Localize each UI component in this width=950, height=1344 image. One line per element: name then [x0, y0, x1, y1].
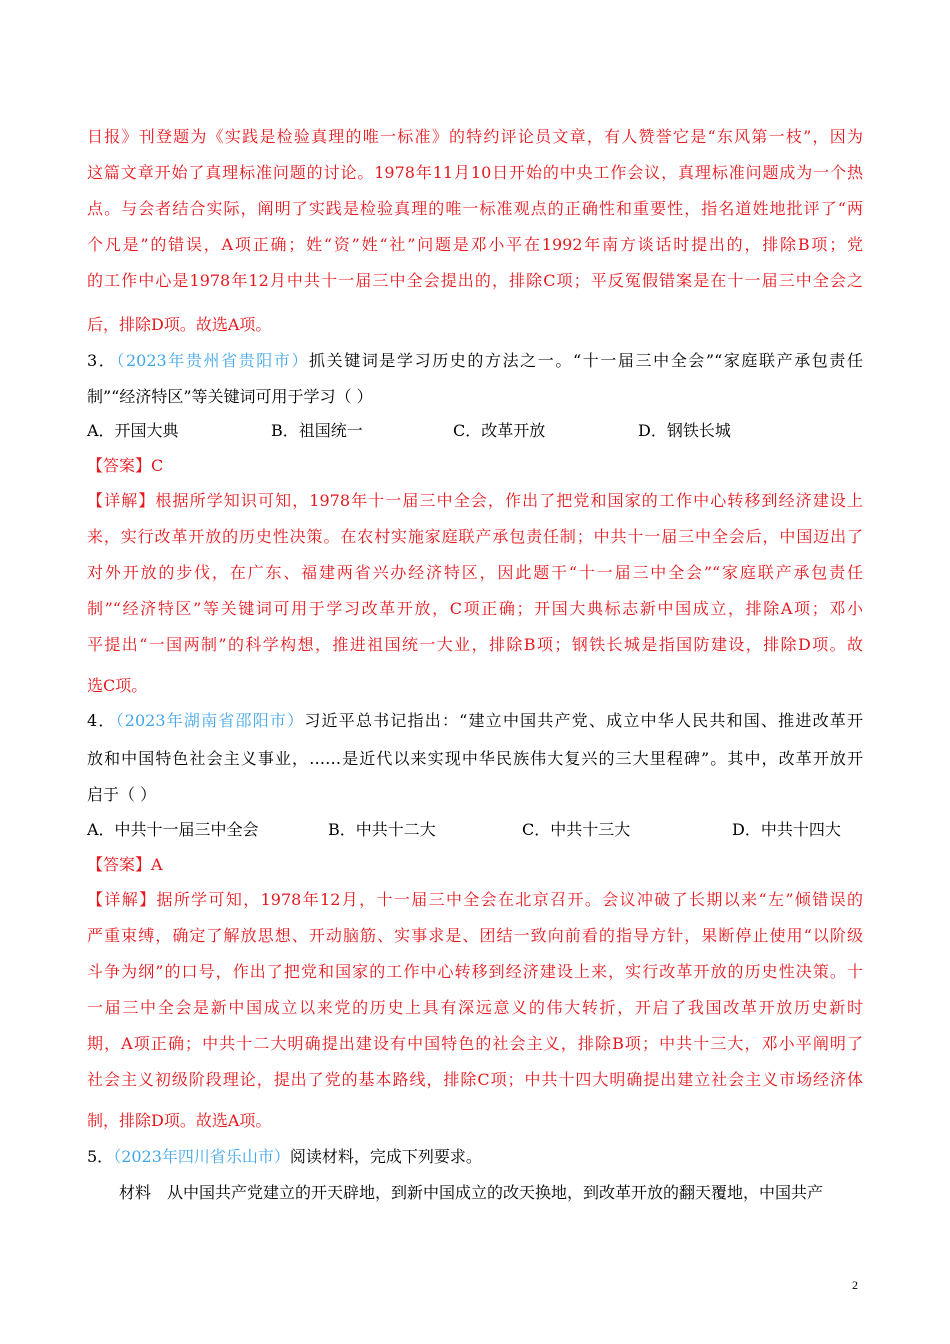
- detail-line: 严重束缚，确定了解放思想、开动脑筋、实事求是、团结一致向前看的指导方针，果断停止使用“以阶级: [87, 926, 863, 945]
- answer-line: [87, 847, 863, 883]
- question-stem-line: 放和中国特色社会主义事业，……是近代以来实现中华民族伟大复兴的三大里程碑”。其中，改革开放开: [87, 749, 863, 768]
- question-stem-text: 抓关键词是学习历史的方法之一。“十一届三中全会”“家庭联产承包责任: [309, 351, 863, 370]
- detail-line: 制”“经济特区”等关键词可用于学习改革开放，C项正确；开国大典标志新中国成立，排除A项；邓小: [87, 599, 863, 618]
- option-b: B．祖国统一: [271, 421, 363, 440]
- answer-line: [87, 448, 863, 484]
- option-b: B．中共十二大: [328, 820, 436, 839]
- material-text: 从中国共产党建立的开天辟地，到新中国成立的改天换地，到改革开放的翻天覆地，中国共产: [167, 1183, 824, 1202]
- page-number: 2: [852, 1278, 858, 1292]
- prev-explanation-line: 这篇文章开始了真理标准问题的讨论。1978年11月10日开始的中央工作会议，真理标准问题成为一个热: [87, 163, 863, 182]
- question-stem-line: 制”“经济特区”等关键词可用于学习（ ）: [87, 387, 373, 406]
- prev-explanation-line: 后，排除D项。故选A项。: [87, 315, 272, 334]
- detail-line: 平提出“一国两制”的科学构想，推进祖国统一大业，排除B项；钢铁长城是指国防建设，排除D项。故: [87, 635, 863, 654]
- prev-explanation-line: 的工作中心是1978年12月中共十一届三中全会提出的，排除C项；平反冤假错案是在十一届三中全会之: [87, 271, 863, 290]
- prev-explanation-line: 个凡是”的错误，A项正确；姓“资”姓“社”问题是邓小平在1992年南方谈话时提出的，排除B项；党: [87, 235, 863, 254]
- options-row: [87, 812, 863, 848]
- question-number: 3．: [87, 351, 117, 370]
- prev-explanation-line: 日报》刊登题为《实践是检验真理的唯一标准》的特约评论员文章，有人赞誉它是“东风第一枝”，因为: [87, 127, 863, 146]
- detail-line: 选C项。: [87, 676, 148, 695]
- answer-label: 【答案】: [87, 456, 152, 475]
- option-c: C．中共十三大: [522, 820, 631, 839]
- detail-line: 制，排除D项。故选A项。: [87, 1111, 272, 1130]
- option-a: A．开国大典: [87, 421, 179, 440]
- question-stem: [87, 343, 863, 379]
- option-c: C．改革开放: [453, 421, 546, 440]
- question-stem-text: 阅读材料，完成下列要求。: [289, 1147, 482, 1166]
- detail-line: 一届三中全会是新中国成立以来党的历史上具有深远意义的伟大转折，开启了我国改革开放历史新时: [87, 998, 863, 1017]
- question-stem: [87, 703, 863, 739]
- detail-line: [87, 882, 863, 918]
- question-stem-line: 启于（ ）: [87, 785, 157, 804]
- option-a: A．中共十一届三中全会: [87, 820, 259, 839]
- answer-value: A: [151, 855, 163, 874]
- detail-text: 根据所学知识可知，1978年十一届三中全会，作出了把党和国家的工作中心转移到经济建设上: [155, 491, 863, 510]
- detail-line: 来，实行改革开放的历史性决策。在农村实施家庭联产承包责任制；中共十一届三中全会后，中国迈出了: [87, 527, 863, 546]
- detail-label: 【详解】: [87, 890, 157, 909]
- answer-label: 【答案】: [87, 855, 152, 874]
- answer-value: C: [151, 456, 164, 475]
- detail-line: 对外开放的步伐，在广东、福建两省兴办经济特区，因此题干“十一届三中全会”“家庭联产承包责任: [87, 563, 863, 582]
- question-stem: [87, 1139, 863, 1175]
- material-line: [119, 1175, 863, 1211]
- option-d: D．钢铁长城: [638, 421, 731, 440]
- detail-label: 【详解】: [87, 491, 156, 510]
- option-d: D．中共十四大: [732, 820, 841, 839]
- detail-text: 据所学可知，1978年12月，十一届三中全会在北京召开。会议冲破了长期以来“左”倾错误的: [156, 890, 863, 909]
- options-row: [87, 413, 863, 449]
- prev-explanation-line: 点。与会者结合实际，阐明了实践是检验真理的唯一标准观点的正确性和重要性，指名道姓地批评了“两: [87, 199, 863, 218]
- detail-line: 社会主义初级阶段理论，提出了党的基本路线，排除C项；中共十四大明确提出建立社会主义市场经济体: [87, 1070, 863, 1089]
- detail-line: 斗争为纲”的口号，作出了把党和国家的工作中心转移到经济建设上来，实行改革开放的历史性决策。十: [87, 962, 863, 981]
- question-source: （2023年湖南省邵阳市）: [115, 711, 305, 730]
- detail-line: [87, 483, 863, 519]
- question-stem-text: 习近平总书记指出：“建立中国共产党、成立中华人民共和国、推进改革开: [304, 711, 863, 730]
- material-label: 材料: [119, 1183, 152, 1202]
- question-number: 5．: [87, 1147, 114, 1166]
- question-source: （2023年四川省乐山市）: [113, 1147, 290, 1166]
- detail-line: 期，A项正确；中共十二大明确提出建设有中国特色的社会主义，排除B项；中共十三大，邓小平阐明了: [87, 1034, 863, 1053]
- question-number: 4．: [87, 711, 116, 730]
- question-source: （2023年贵州省贵阳市）: [116, 351, 310, 370]
